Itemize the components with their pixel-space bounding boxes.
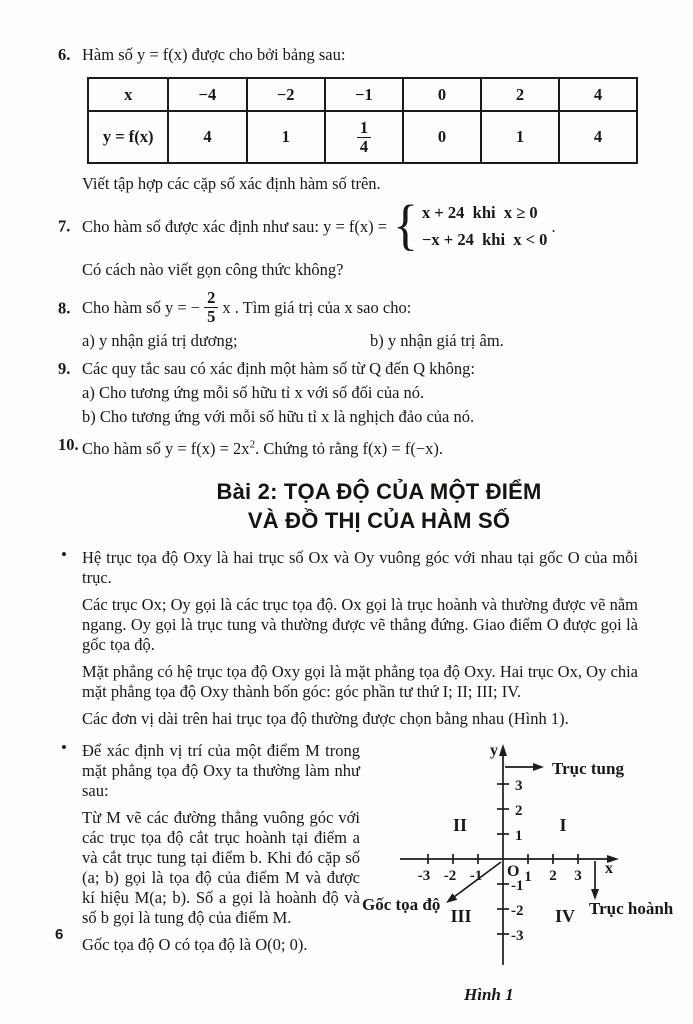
truc-hoanh-label: Trục hoành [589,898,674,918]
problem-6-number: 6. [58,45,71,64]
problem-8a: a) y nhận giá trị dương; [82,331,238,351]
problem-8b: b) y nhận giá trị âm. [370,331,504,351]
problem-8-number: 8. [58,298,71,318]
two-column-zone [58,729,691,1005]
quadrant-III: III [450,905,472,926]
y-tick-neg2: -2 [511,902,524,919]
table-row-x [88,78,637,111]
table-cell-fraction [325,111,403,163]
x-tick-neg2: -2 [443,867,457,884]
table-x-label: x [88,78,168,111]
goc-toa-do-label: Gốc tọa độ [362,894,441,914]
truc-tung-label: Trục tung [552,758,624,778]
problem-7 [58,194,638,257]
piecewise-case-2: −x + 24 khi x < 0 [422,230,548,249]
table-cell: −1 [325,78,403,111]
problem-6-text: Hàm số y = f(x) được cho bởi bảng sau: [82,45,346,64]
section-heading [120,477,638,535]
table-cell: 0 [403,111,481,163]
fraction-two-fifths: $\frac{2}{5}$ [204,289,218,326]
table-cell: 4 [559,111,637,163]
bullet-icon: • [61,544,67,564]
y-tick-neg3: -3 [511,927,524,944]
paragraph: Gốc tọa độ O có tọa độ là O(0; 0). [82,934,308,954]
problem-8 [58,289,638,326]
problem-7-question: Có cách nào viết gọn công thức không? [82,260,344,279]
point-location-text [58,729,360,1005]
problem-9 [58,358,638,379]
x-tick-neg3: -3 [417,867,431,884]
piecewise-cases [422,202,547,250]
y-axis-label: y [490,741,498,759]
table-cell: 4 [559,78,637,111]
coordinate-plane-figure [360,737,693,985]
x-tick-1: 1 [524,868,532,885]
origin-label: O [507,862,520,880]
exponent: 2 [249,438,256,451]
problem-10-number: 10. [58,435,79,455]
bullet-point-location [58,737,360,955]
y-tick-neg1: -1 [511,877,524,894]
table-cell: 4 [168,111,246,163]
paragraph: Hệ trục tọa độ Oxy là hai trục số Ox và Oy vuông góc với nhau tại gốc O của mỗi trục. [82,547,638,587]
table-cell: 1 [481,111,559,163]
quadrant-I: I [559,814,567,835]
quadrant-II: II [452,814,468,835]
y-tick-2: 2 [515,802,523,819]
y-axis-arrowhead [499,744,507,756]
problem-8-subitems [58,330,638,351]
paragraph: Các trục Ox; Oy gọi là các trục tọa độ. Ox gọi là trục hoành và thường được vẽ nằm ngang. Oy gọi là trục tung và thường được vẽ thẳng đứng. Giao điểm O được gọi là gốc tọa độ. [82,594,638,654]
problem-9a: a) Cho tương ứng mỗi số hữu tỉ x với số đối của nó. [82,383,425,403]
table-cell: 0 [403,78,481,111]
paragraph: Các đơn vị dài trên hai trục tọa độ thường được chọn bằng nhau (Hình 1). [82,708,569,728]
x-tick-3: 3 [574,867,582,884]
y-tick-3: 3 [515,777,523,794]
problem-6 [58,44,638,65]
x-axis-label: x [605,859,613,877]
problem-10 [58,434,638,459]
function-table [87,77,638,164]
table-cell: −4 [168,78,246,111]
table-cell: −2 [247,78,325,111]
piecewise-case-1: x + 24 khi x ≥ 0 [422,203,538,222]
piecewise-period: . [551,216,556,236]
paragraph: Từ M vẽ các đường thẳng vuông góc với các trục tọa độ cắt trục hoành tại điểm a và cắt trục tung tại điểm b. Khi đó cặp số (a; b) gọi là tọa độ của điểm M và được kí hiệu M(a; b). Số a gọi là hoành độ và số b gọi là tung độ của điểm M. [82,807,360,927]
problem-10-text: Cho hàm số $y = f(x) = 2x^2$. Chứng tỏ rằng f(x) = f(−x). [82,438,443,458]
table-y-label: y = f(x) [88,111,168,163]
table-row-y [88,111,637,163]
fraction-one-fourth: $\frac{1}{4}$ [357,119,371,156]
problem-8-text-pre: Cho hàm số y = − [82,298,201,318]
x-tick-2: 2 [549,867,557,884]
section-heading-line1: Bài 2: TỌA ĐỘ CỦA MỘT ĐIỂM [216,478,542,504]
problem-7-text: Cho hàm số được xác định như sau: y = f(x) = [82,216,388,236]
figure-caption: Hình 1 [464,984,514,1004]
bullet-coordinate-system [58,544,638,729]
left-brace: { [393,194,419,257]
section-heading-line2: VÀ ĐỒ THỊ CỦA HÀM SỐ [247,507,511,533]
y-tick-1: 1 [515,827,523,844]
problem-6-question: Viết tập hợp các cặp số xác định hàm số trên. [82,174,381,193]
truc-tung-arrowhead [533,763,544,771]
problem-9-number: 9. [58,359,71,379]
problem-9-text: Các quy tắc sau có xác định một hàm số từ Q đến Q không: [82,359,475,379]
paragraph: Để xác định vị trí của một điểm M trong mặt phẳng tọa độ Oxy ta thường làm như sau: [82,740,360,800]
quadrant-IV: IV [554,905,576,926]
problem-9b: b) Cho tương ứng với mỗi số hữu tỉ x là nghịch đảo của nó. [82,407,475,427]
problem-8-text-post: x . Tìm giá trị của x sao cho: [222,298,412,318]
table-cell: 2 [481,78,559,111]
x-tick-neg1: -1 [469,867,483,884]
paragraph: Mặt phẳng có hệ trục tọa độ Oxy gọi là mặt phẳng tọa độ Oxy. Hai trục Ox, Oy chia mặt phẳng tọa độ Oxy thành bốn góc: góc phần tư thứ I; II; III; IV. [82,661,638,701]
problem-7-number: 7. [58,216,71,236]
table-cell: 1 [247,111,325,163]
figure-column [360,729,693,1005]
page-number: 6 [55,926,64,943]
bullet-icon: • [61,737,67,757]
